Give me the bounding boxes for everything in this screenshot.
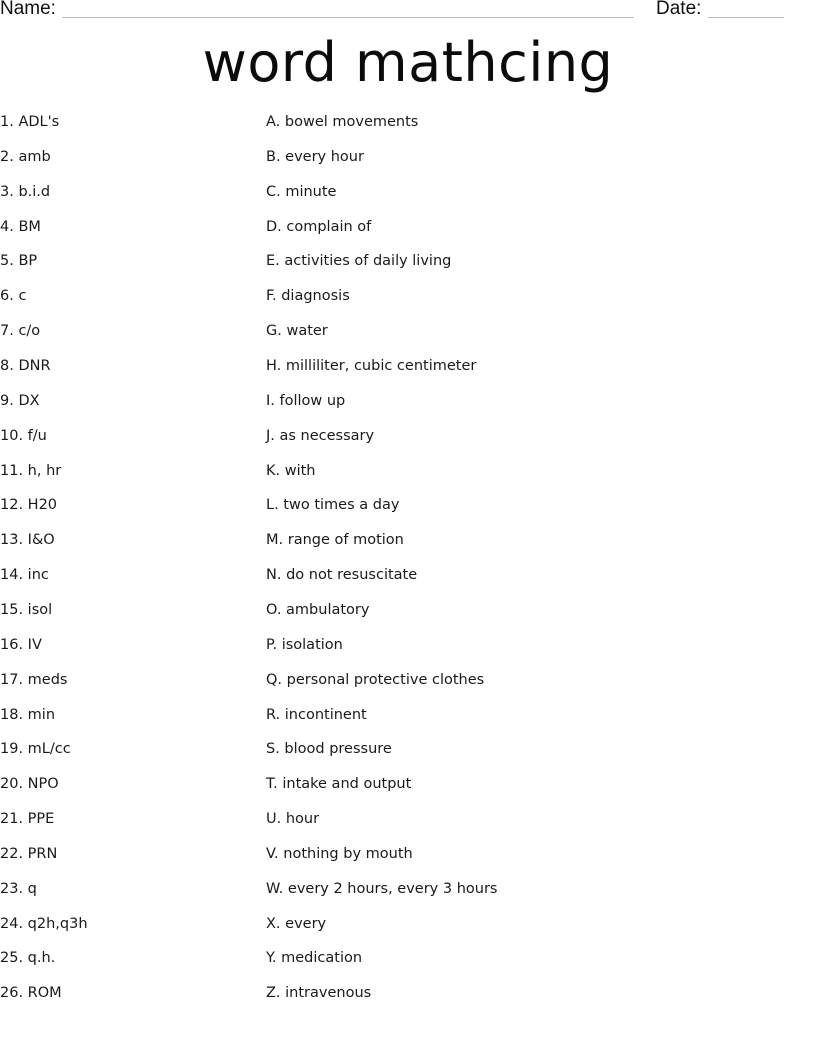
term-item: 6. c (0, 288, 27, 305)
term-item: 21. PPE (0, 811, 55, 827)
term-item: 17. meds (0, 671, 68, 688)
term-item: 9. DX (0, 392, 40, 409)
term-item: 3. b.i.d (0, 183, 51, 200)
term-item: 8. DNR (0, 358, 51, 374)
worksheet-header (0, 0, 816, 22)
term-item: 25. q.h. (0, 950, 56, 967)
definition-item: O. ambulatory (266, 601, 370, 618)
term-item: 10. f/u (0, 427, 47, 444)
term-item: 16. IV (0, 636, 42, 653)
definition-item: Z. intravenous (266, 985, 372, 1002)
term-item: 4. BM (0, 218, 41, 235)
definition-item: U. hour (266, 811, 320, 827)
definition-item: X. every (266, 915, 327, 932)
definition-item: P. isolation (266, 636, 343, 653)
definition-item: E. activities of daily living (266, 253, 452, 270)
definition-item: B. every hour (266, 148, 364, 165)
definition-item: A. bowel movements (266, 114, 419, 130)
term-item: 5. BP (0, 253, 38, 270)
definition-item: R. incontinent (266, 706, 367, 723)
definition-item: G. water (266, 323, 328, 340)
definition-item: Y. medication (266, 950, 363, 967)
term-item: 20. NPO (0, 776, 59, 793)
name-blank-line[interactable] (62, 17, 634, 18)
term-item: 12. H20 (0, 497, 58, 514)
definition-item: S. blood pressure (266, 741, 392, 758)
definition-item: H. milliliter, cubic centimeter (266, 358, 477, 374)
term-item: 14. inc (0, 567, 49, 583)
term-item: 2. amb (0, 148, 51, 165)
term-item: 7. c/o (0, 323, 41, 340)
term-item: 19. mL/cc (0, 741, 71, 758)
definition-item: K. with (266, 462, 316, 479)
definition-item: V. nothing by mouth (266, 845, 413, 862)
page-title: word mathcing (202, 31, 614, 94)
term-item: 22. PRN (0, 845, 58, 862)
definition-item: L. two times a day (266, 497, 400, 514)
definition-item: T. intake and output (266, 776, 412, 793)
term-item: 15. isol (0, 601, 53, 618)
definition-item: M. range of motion (266, 532, 404, 549)
term-item: 11. h, hr (0, 462, 62, 479)
definition-item: J. as necessary (266, 427, 375, 444)
date-blank-line[interactable] (708, 17, 784, 18)
definition-item: D. complain of (266, 218, 372, 235)
term-item: 18. min (0, 706, 56, 723)
definition-item: Q. personal protective clothes (266, 671, 485, 688)
date-label: Date: (656, 0, 702, 19)
definition-item: N. do not resuscitate (266, 567, 418, 583)
name-label: Name: (0, 0, 56, 19)
definition-item: C. minute (266, 183, 337, 200)
term-item: 26. ROM (0, 985, 62, 1002)
term-item: 13. I&O (0, 532, 55, 549)
definition-item: I. follow up (266, 392, 346, 409)
definition-item: W. every 2 hours, every 3 hours (266, 880, 498, 897)
term-item: 1. ADL's (0, 114, 60, 130)
term-item: 23. q (0, 880, 37, 897)
definition-item: F. diagnosis (266, 288, 350, 305)
term-item: 24. q2h,q3h (0, 915, 88, 932)
